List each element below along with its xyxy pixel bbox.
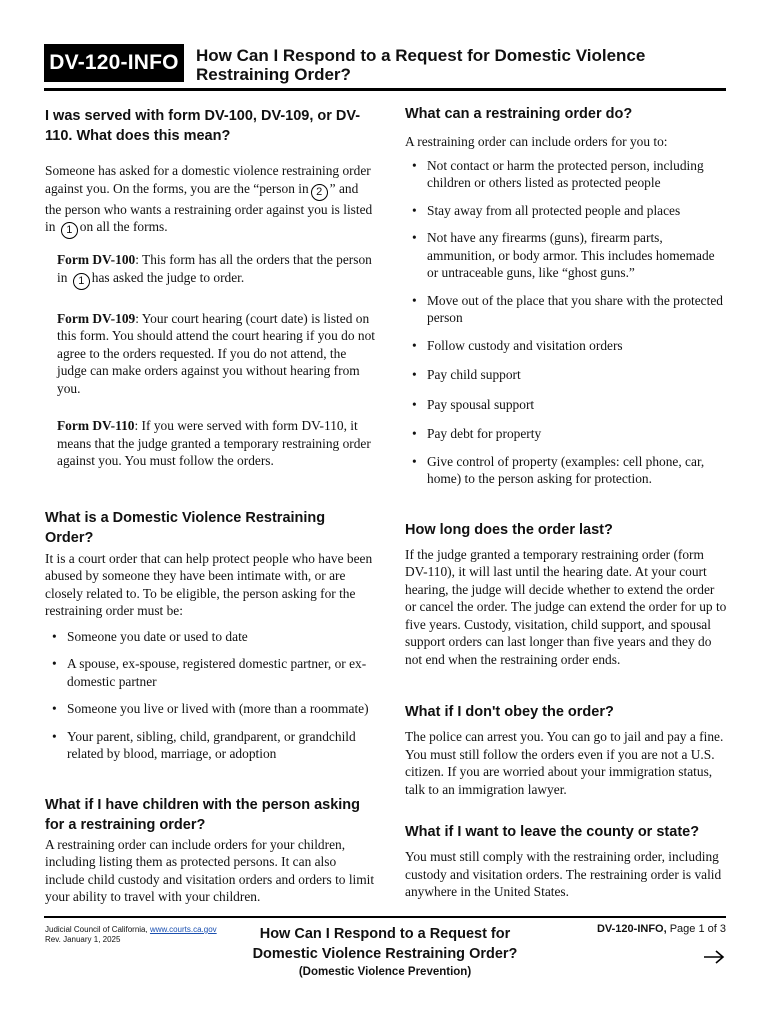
list-item: • Stay away from all protected people and places xyxy=(405,202,727,220)
form-id-badge: DV-120-INFO xyxy=(44,44,184,82)
leave-county-text: You must still comply with the restraining order, including custody and visitation orders. The restraining order is valid anywhere in the United States. xyxy=(405,849,722,899)
section-heading-served: I was served with form DV-100, DV-109, or DV-110. What does this mean? xyxy=(45,108,361,144)
footer-subtitle: (Domestic Violence Prevention) xyxy=(298,966,472,978)
footer-divider xyxy=(44,916,726,918)
footer-page-info xyxy=(560,923,726,935)
list-item: • Someone you date or used to date xyxy=(45,628,375,646)
section-heading-children: What if I have children with the person asking for a restraining order? xyxy=(45,796,361,833)
how-long-text: If the judge granted a temporary restraining order (form DV-110), it will last until the hearing date. At your court hearing, the judge will decide whether to extend the order or cancel the order. The judge can extend the order for up to five years. Custody, visitation, child support, and spousal support orders can last longer than five years and they do not end when the restraining order ends. xyxy=(405,546,727,667)
section-heading-what-is-dvro: What is a Domestic Violence Restraining Order? xyxy=(45,509,326,546)
header-divider xyxy=(44,88,726,91)
footer-revision: Rev. January 1, 2025 xyxy=(45,935,121,944)
footer-title-line1: How Can I Respond to a Request for xyxy=(259,926,511,942)
list-item: • Not have any firearms (guns), firearm parts, ammunition, or body armor. This includes homemade or untraceable guns, like “ghost guns.” xyxy=(405,229,727,282)
left-column xyxy=(45,100,375,906)
section-heading-leave-county: What if I want to leave the county or state? xyxy=(405,824,700,840)
section-heading-dont-obey: What if I don't obey the order? xyxy=(405,704,614,720)
list-item: • Pay debt for property xyxy=(405,425,727,443)
eligibility-list xyxy=(45,628,375,763)
what-is-dvro-text: It is a court order that can help protect people who have been abused by someone they have been intimate with, or are closely related to. To be eligible, the person asking for the restraining order must be: xyxy=(45,550,373,618)
next-page-arrow-icon[interactable] xyxy=(703,949,725,965)
footer-title-line2: Domestic Violence Restraining Order? xyxy=(252,946,518,962)
dont-obey-text: The police can arrest you. You can go to jail and pay a fine. You must still follow the orders even if you are not a U.S. citizen. If you are worried about your immigration status, talk to an immigration lawyer. xyxy=(405,729,724,797)
form-dv100-note: Form DV-100: This form has all the orders that the person in 1 has asked the judge to order. xyxy=(45,251,375,290)
list-item: • Pay spousal support xyxy=(405,396,727,414)
children-text: A restraining order can include orders for your children, including listing them as protected persons. It can also include child custody and visitation orders and orders to limit your ability to travel with your children. xyxy=(45,836,375,904)
orders-list xyxy=(405,157,727,488)
footer-title-block xyxy=(225,924,545,981)
list-item: • Pay child support xyxy=(405,366,727,384)
footer-council: Judicial Council of California, xyxy=(45,925,148,934)
list-item: • Follow custody and visitation orders xyxy=(405,337,727,355)
right-column xyxy=(405,100,727,901)
served-intro: Someone has asked for a domestic violence restraining order against you. On the forms, you are the “person in 2 ” and the person who wants a restraining order against you is listed in 1 on all the forms. xyxy=(45,162,375,239)
section-heading-how-long: How long does the order last? xyxy=(405,521,613,538)
form-dv110-note: Form DV-110: If you were served with form DV-110, it means that the judge granted a temporary restraining order against you. You must follow the orders. xyxy=(57,418,371,468)
footer-form-id: DV-120-INFO, xyxy=(596,923,667,935)
list-item: • A spouse, ex-spouse, registered domestic partner, or ex-domestic partner xyxy=(45,655,375,690)
form-dv109-note: Form DV-109: Your court hearing (court date) is listed on this form. You should attend the court hearing if you do not agree to the orders requested. If you do not attend, the judge can make orders against you without hearing from you. xyxy=(57,310,375,396)
circled-number-1: 1 xyxy=(73,273,90,290)
list-item: • Not contact or harm the protected person, including children or others listed as protected people xyxy=(405,157,727,192)
page-title: How Can I Respond to a Request for Domestic Violence Restraining Order? xyxy=(196,46,646,84)
list-item: • Move out of the place that you share with the protected person xyxy=(405,292,727,327)
list-item: • Give control of property (examples: cell phone, car, home) to the person asking for protection. xyxy=(405,453,727,488)
page-number: Page 1 of 3 xyxy=(669,923,726,935)
section-heading-what-can-order-do: What can a restraining order do? xyxy=(405,106,633,122)
circled-number-1: 1 xyxy=(61,222,78,239)
courts-website-link[interactable]: www.courts.ca.gov xyxy=(149,925,217,934)
list-item: • Someone you live or lived with (more than a roommate) xyxy=(45,700,375,718)
circled-number-2: 2 xyxy=(311,184,328,201)
list-item: • Your parent, sibling, child, grandparent, or grandchild related by blood, marriage, or adoption xyxy=(45,728,375,763)
orders-intro: A restraining order can include orders for you to: xyxy=(405,134,668,149)
footer-source xyxy=(45,925,217,945)
